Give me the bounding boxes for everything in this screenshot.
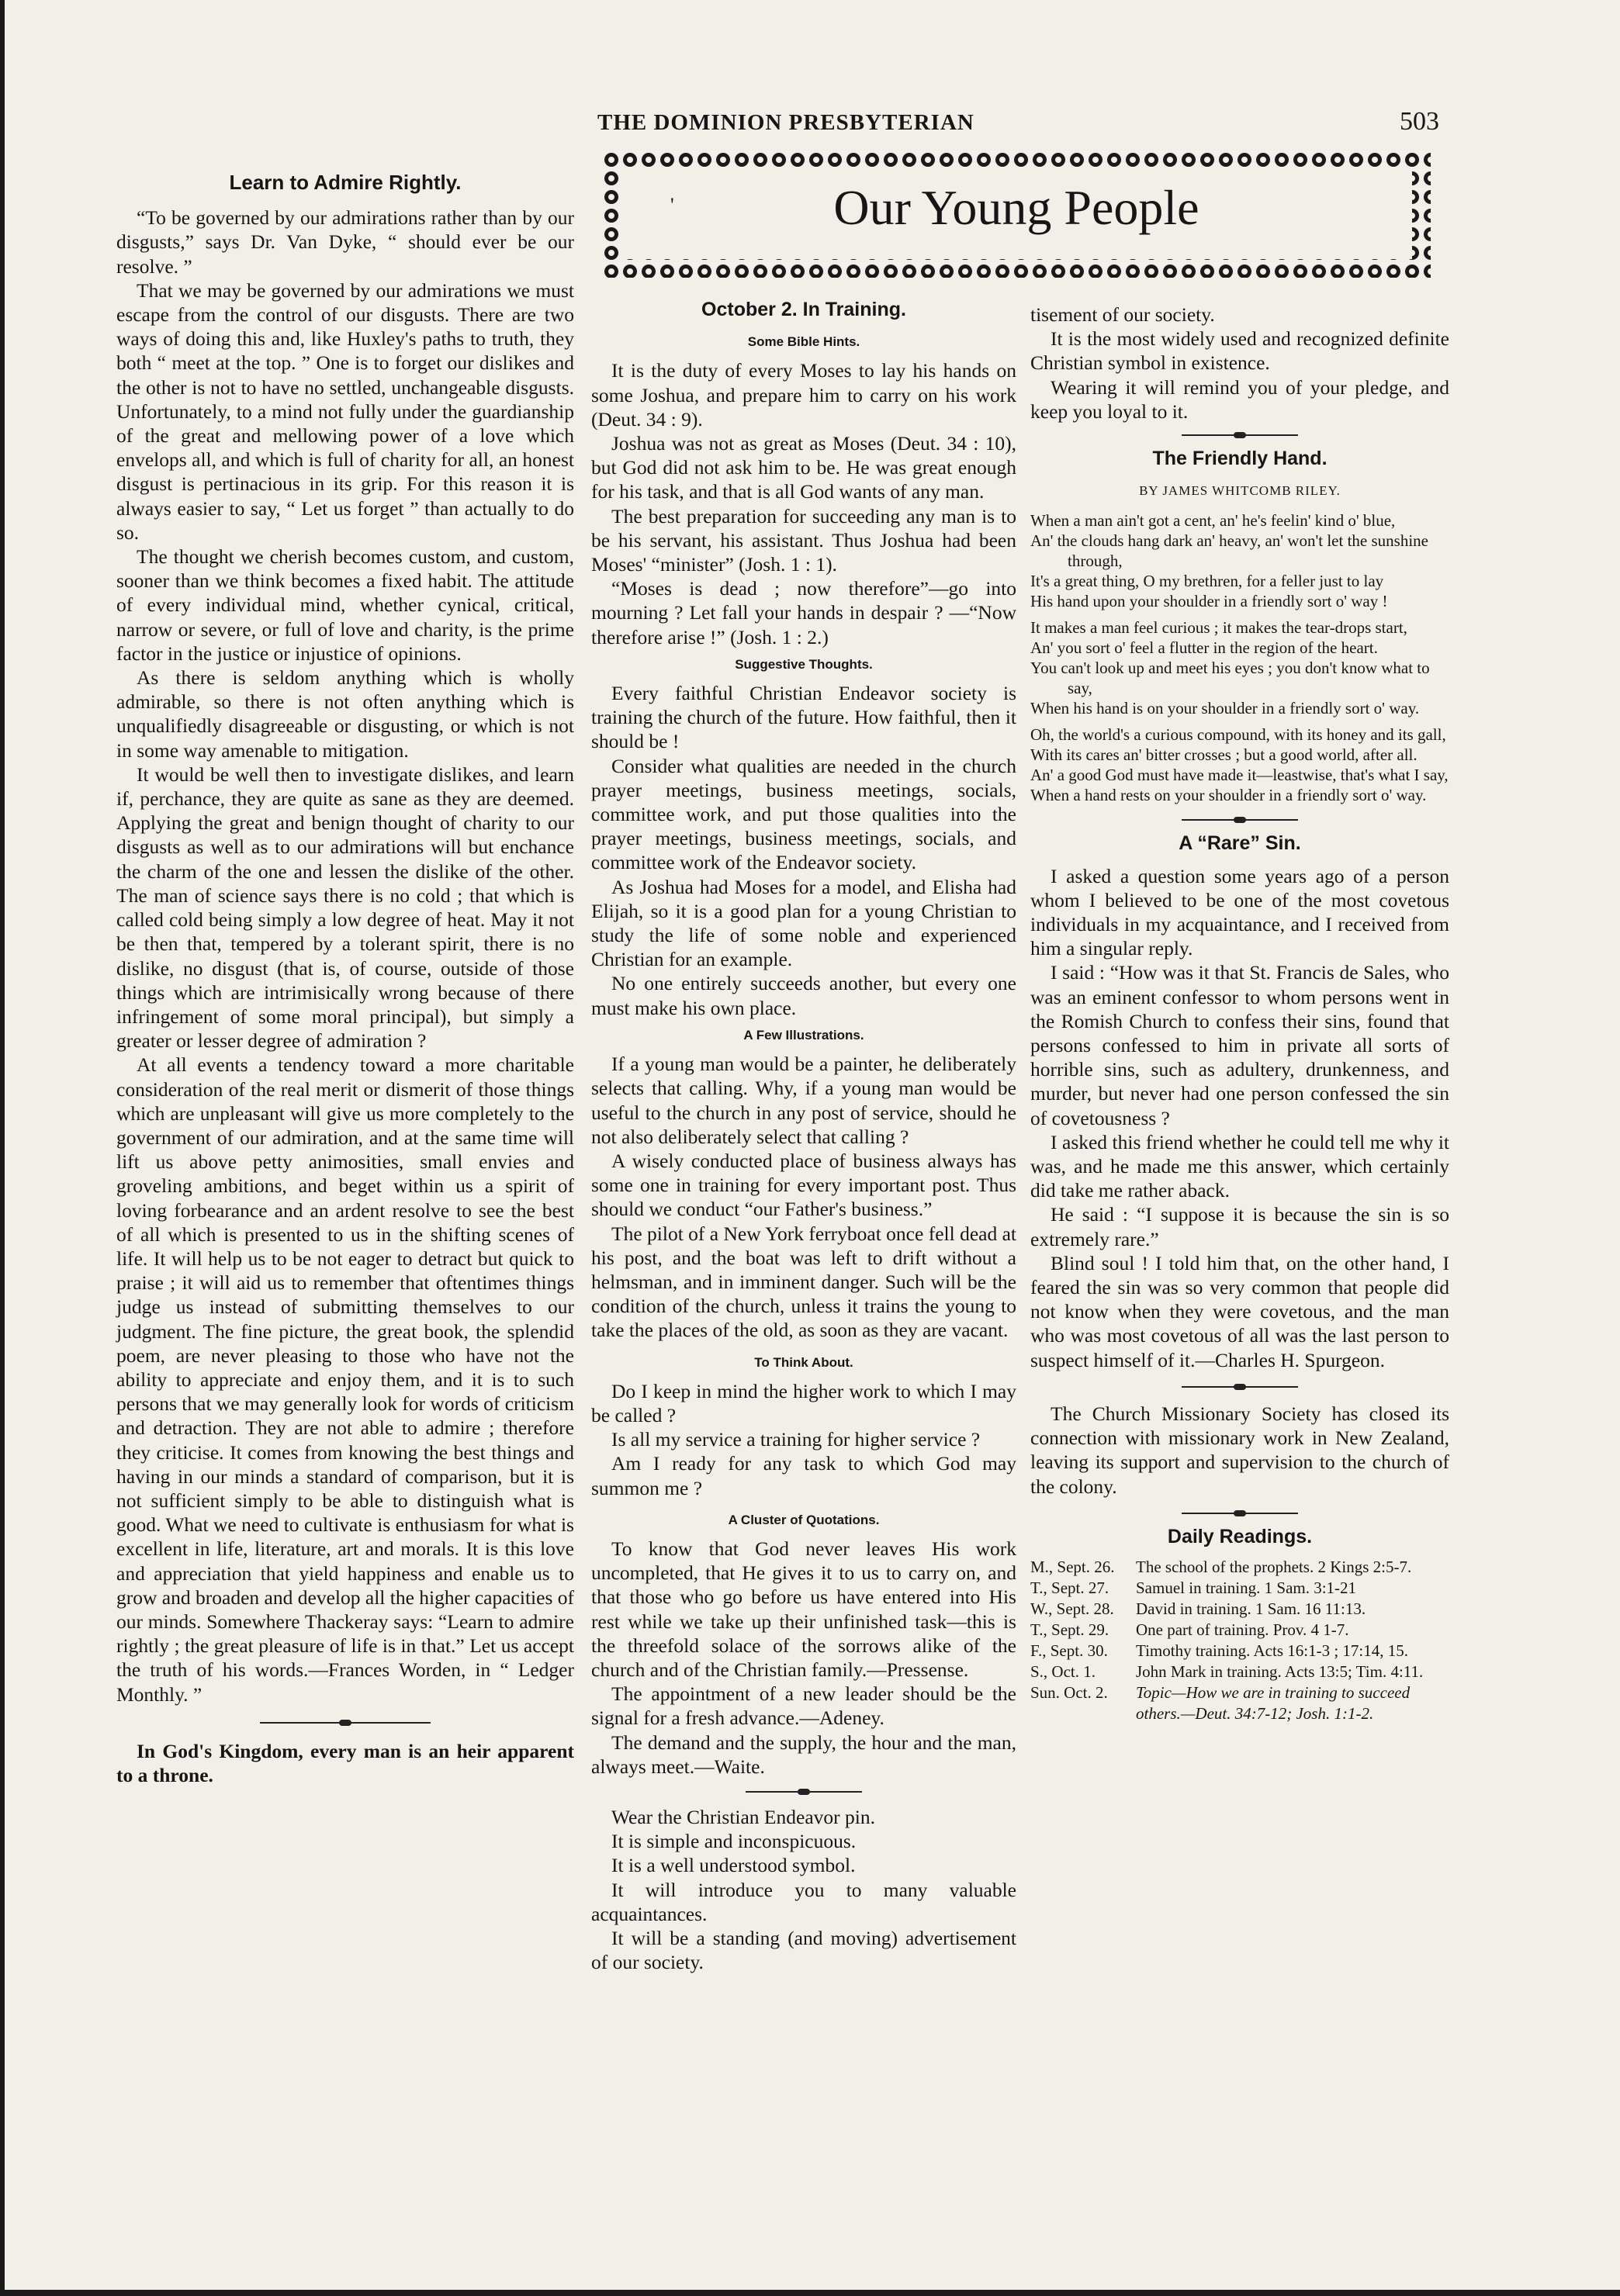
paragraph: Consider what qualities are needed in the church prayer meetings, business meetings, socials, committee work, and put those qualities into the prayer meetings, business meetings, socials, and committee work of the Endeavor society. bbox=[591, 754, 1016, 874]
reading-row bbox=[1030, 1682, 1449, 1724]
paragraph: Joshua was not as great as Moses (Deut. 34 : 10), but God did not ask him to be. He was great enough for his task, and that is all God wants of any man. bbox=[591, 432, 1016, 503]
reading-text: David in training. 1 Sam. 16 11:13. bbox=[1136, 1599, 1366, 1618]
reading-date: Sun. Oct. 2. bbox=[1030, 1682, 1108, 1702]
subheading-quotations: A Cluster of Quotations. bbox=[728, 1512, 880, 1527]
reading-text: Samuel in training. 1 Sam. 3:1-21 bbox=[1136, 1578, 1357, 1597]
poem-line: An' a good God must have made it—leastwise, that's what I say, bbox=[1030, 766, 1449, 785]
poem-line: It makes a man feel curious ; it makes the tear-drops start, bbox=[1030, 618, 1407, 638]
reading-row bbox=[1030, 1557, 1449, 1578]
paragraph: To know that God never leaves His work uncompleted, that He gives it to us to carry on, and that those who go before us have entered into His rest while we take up their unfinished task—this is the threefold solace of the sorrows alike of the church and of the Christian family.—Pressense. bbox=[591, 1537, 1016, 1681]
reading-text: The school of the prophets. 2 Kings 2:5-7. bbox=[1136, 1557, 1412, 1576]
subheading-think-about: To Think About. bbox=[754, 1354, 853, 1370]
reading-date: T., Sept. 27. bbox=[1030, 1578, 1109, 1597]
paragraph: It will introduce you to many valuable acquaintances. bbox=[591, 1878, 1016, 1925]
paragraph: As Joshua had Moses for a model, and Elisha had Elijah, so it is a good plan for a young Christian to study the life of some noble and experienced Christian for an example. bbox=[591, 875, 1016, 971]
paragraph: That we may be governed by our admirations we must escape from the control of our disgusts. There are two ways of doing this and, like Huxley's paths to truth, they both “ meet at the top. ” One is to forget our dislikes and the other is not to have no settled, unchangeable disgusts. Unfortunately, to a mind not fully under the guardianship of the great and mellowing power of a love which envelops all, and which is full of charity for all, an honest disgust is pertinacious in its grip. For this reason it is always easier to say, “ Let us forget ” than actually to do so. bbox=[116, 278, 574, 544]
poem-byline: BY JAMES WHITCOMB RILEY. bbox=[1139, 483, 1341, 499]
paragraph: At all events a tendency toward a more charitable consideration of the real merit or dismerit of those things which are unpleasant will give us more completely to the government of our admiration, and at the same time will lift us above petty animosities, small envies and groveling ambitions, and beget within us a spirit of loving forbearance and an ardent resolve to see the best of all which is presented to us in the shifting scenes of life. It will help us to be not eager to detract but quick to praise ; it will aid us to remember that oftentimes things judge us instead of submitting themselves to our judgment. The fine picture, the great book, the splendid poem, are never pleasing to those who have not the ability to appreciate and enjoy them, and it is to such persons that we may generally look for words of criticism and detraction. They are not able to admire ; therefore they criticise. It comes from knowing the best things and having in our minds a standard of comparison, but it is not sufficient simply to be able to distinguish what is good. What we need to cultivate is enthusiasm for what is excellent in life, literature, art and morals. It is this love and appreciation that yield happiness and enable us to grow and broaden and develop all the higher capacities of our minds. Somewhere Thackeray says: “Learn to admire rightly ; the great pleasure of life is in that.” Let us accept the truth of his words.—Frances Worden, in “ Ledger Monthly. ” bbox=[116, 1053, 574, 1706]
paragraph: No one entirely succeeds another, but every one must make his own place. bbox=[591, 972, 1016, 1019]
paragraph: tisement of our society. bbox=[1030, 303, 1215, 326]
page-edge-left bbox=[0, 0, 5, 2296]
divider bbox=[1182, 819, 1298, 821]
column-left bbox=[116, 168, 574, 1787]
divider bbox=[1182, 1386, 1298, 1388]
paragraph: As there is seldom anything which is wholly admirable, so there is not often anything which is unqualifiedly disagreeable or disgusting, or which is not in some way amenable to mitigation. bbox=[116, 666, 574, 762]
article-title-rare-sin: A “Rare” Sin. bbox=[1179, 832, 1301, 855]
reading-date: M., Sept. 26. bbox=[1030, 1557, 1115, 1576]
poem-line: An' you sort o' feel a flutter in the region of the heart. bbox=[1030, 638, 1378, 658]
section-banner bbox=[602, 150, 1431, 278]
paragraph: It is the most widely used and recognized definite Christian symbol in existence. bbox=[1030, 327, 1449, 375]
paragraph: It is simple and inconspicuous. bbox=[611, 1830, 857, 1853]
reading-text: Topic—How we are in training to succeed others.—Deut. 34:7-12; Josh. 1:1-2. bbox=[1136, 1682, 1411, 1723]
poem-title: The Friendly Hand. bbox=[1152, 448, 1328, 470]
subheading-suggestive-thoughts: Suggestive Thoughts. bbox=[735, 656, 873, 672]
divider bbox=[260, 1722, 431, 1724]
banner-mark: ' bbox=[670, 194, 674, 216]
article-title-admire: Learn to Admire Rightly. bbox=[229, 171, 462, 194]
reading-text: One part of training. Prov. 4 1-7. bbox=[1136, 1620, 1349, 1639]
paragraph: Every faithful Christian Endeavor society is training the church of the future. How faithful, then it should be ! bbox=[591, 682, 1016, 753]
divider bbox=[1182, 1513, 1298, 1514]
banner-title: Our Young People bbox=[833, 180, 1199, 235]
paragraph: It would be well then to investigate dislikes, and learn if, perchance, they are quite as sane as they are deemed. Applying the great and benign thought of charity to our disgusts as well as to our admirations will but enchance the charm of the one and lessen the dislike of the other. The man of science says there is no cold ; that which is called cold being simply a low degree of heat. May it not be then that, tempered by a tolerant spirit, there is no dislike, no disgust (that is, of course, outside of those things which are intrimisically wrong because of there infringement of some moral principal), but simply a greater or lesser degree of admiration ? bbox=[116, 762, 574, 1053]
paragraph: Is all my service a training for higher service ? bbox=[611, 1428, 981, 1451]
reading-row bbox=[1030, 1578, 1449, 1599]
daily-readings-list bbox=[1030, 1557, 1449, 1724]
paragraph: “To be governed by our admirations rather than by our disgusts,” says Dr. Van Dyke, “ should ever be our resolve. ” bbox=[116, 206, 574, 278]
paragraph: He said : “I suppose it is because the sin is so extremely rare.” bbox=[1030, 1203, 1449, 1250]
poem-line: An' the clouds hang dark an' heavy, an' won't let the sunshine through, bbox=[1030, 531, 1428, 571]
paragraph: I said : “How was it that St. Francis de Sales, who was an eminent confessor to whom persons went in the Romish Church to confess their sins, found that persons confessed to him in private all sorts of horrible sins, such as adultery, drunkenness, and murder, but never had one person confessed the sin of covetousness ? bbox=[1030, 961, 1449, 1129]
poem-line: It's a great thing, O my brethren, for a feller just to lay bbox=[1030, 572, 1384, 591]
reading-date: F., Sept. 30. bbox=[1030, 1641, 1108, 1660]
paragraph: Do I keep in mind the higher work to which I may be called ? bbox=[591, 1379, 1016, 1426]
poem-line: When a hand rests on your shoulder in a friendly sort o' way. bbox=[1030, 786, 1427, 805]
reading-row bbox=[1030, 1620, 1449, 1641]
paragraph: “Moses is dead ; now therefore”—go into mourning ? Let fall your hands in despair ? —“Now therefore arise !” (Josh. 1 : 2.) bbox=[591, 577, 1016, 648]
page-number: 503 bbox=[1400, 107, 1439, 136]
poem-verse bbox=[1030, 510, 1449, 805]
paragraph: The thought we cherish becomes custom, and custom, sooner than we think becomes a fixed habit. The attitude of every individual mind, whether cynical, critical, narrow or severe, or full of love and charity, is the prime factor in the justice or injustice of opinions. bbox=[116, 545, 574, 665]
paragraph: I asked a question some years ago of a person whom I believed to be one of the most covetous individuals in my acquaintance, and I received from him a singular reply. bbox=[1030, 864, 1449, 960]
daily-readings-title: Daily Readings. bbox=[1167, 1525, 1313, 1547]
divider bbox=[1182, 434, 1298, 436]
subheading-illustrations: A Few Illustrations. bbox=[743, 1027, 864, 1043]
column-middle bbox=[591, 295, 1016, 1974]
reading-row bbox=[1030, 1599, 1449, 1620]
paragraph: Wear the Christian Endeavor pin. bbox=[611, 1805, 875, 1828]
poem-line: When his hand is on your shoulder in a friendly sort o' way. bbox=[1030, 699, 1420, 718]
paragraph: Wearing it will remind you of your pledge, and keep you loyal to it. bbox=[1030, 375, 1449, 423]
divider bbox=[746, 1791, 862, 1793]
column-right bbox=[1030, 303, 1449, 1724]
paragraph: Blind soul ! I told him that, on the other hand, I feared the sin was so very common that people did not know when they were covetous, and the man who was most covetous of all was the last person to suspect himself of it.—Charles H. Spurgeon. bbox=[1030, 1251, 1449, 1371]
reading-date: S., Oct. 1. bbox=[1030, 1661, 1096, 1681]
paragraph: The demand and the supply, the hour and the man, always meet.—Waite. bbox=[591, 1731, 1016, 1778]
lesson-title: October 2. In Training. bbox=[701, 299, 906, 320]
paragraph: If a young man would be a painter, he deliberately selects that calling. Why, if a young man would be useful to the church in any post of service, should he not also deliberately select that calling ? bbox=[591, 1053, 1016, 1148]
reading-row bbox=[1030, 1641, 1449, 1661]
page-edge-bottom bbox=[0, 2290, 1620, 2296]
reading-date: W., Sept. 28. bbox=[1030, 1599, 1114, 1618]
paragraph: A wisely conducted place of business always has some one in training for every important post. Thus should we conduct “our Father's business.” bbox=[591, 1149, 1016, 1221]
poem-line: With its cares an' bitter crosses ; but a good world, after all. bbox=[1030, 745, 1418, 765]
poem-line: You can't look up and meet his eyes ; you don't know what to say, bbox=[1030, 659, 1430, 698]
reading-date: T., Sept. 29. bbox=[1030, 1620, 1109, 1639]
paragraph: It is a well understood symbol. bbox=[611, 1854, 856, 1877]
paragraph: The appointment of a new leader should be the signal for a fresh advance.—Adeney. bbox=[591, 1682, 1016, 1730]
masthead-title: THE DOMINION PRESBYTERIAN bbox=[597, 110, 974, 135]
subheading-bible-hints: Some Bible Hints. bbox=[747, 334, 860, 350]
poem-line: His hand upon your shoulder in a friendly sort o' way ! bbox=[1030, 592, 1388, 611]
paragraph: The pilot of a New York ferryboat once fell dead at his post, and the boat was left to drift without a helmsman, and in imminent danger. Such will be the condition of the church, unless it trains the young to take the places of the old, as soon as they are vacant. bbox=[591, 1222, 1016, 1342]
paragraph: The best preparation for succeeding any man is to be his servant, his assistant. Thus Joshua had been Moses' “minister” (Josh. 1 : 1). bbox=[591, 504, 1016, 576]
paragraph: It will be a standing (and moving) advertisement of our society. bbox=[591, 1927, 1016, 1974]
paragraph: I asked this friend whether he could tell me why it was, and he made me this answer, which certainly did take me rather aback. bbox=[1030, 1130, 1449, 1202]
paragraph: Am I ready for any task to which God may summon me ? bbox=[591, 1452, 1016, 1499]
closing-maxim: In God's Kingdom, every man is an heir apparent to a throne. bbox=[116, 1739, 574, 1786]
paragraph: It is the duty of every Moses to lay his hands on some Joshua, and prepare him to carry on his work (Deut. 34 : 9). bbox=[591, 359, 1016, 430]
paragraph: The Church Missionary Society has closed its connection with missionary work in New Zealand, leaving its support and supervision to the church of the colony. bbox=[1030, 1402, 1449, 1498]
poem-line: When a man ain't got a cent, an' he's feelin' kind o' blue, bbox=[1030, 511, 1396, 531]
reading-text: Timothy training. Acts 16:1-3 ; 17:14, 15. bbox=[1136, 1641, 1408, 1660]
reading-text: John Mark in training. Acts 13:5; Tim. 4:11. bbox=[1136, 1661, 1424, 1681]
poem-line: Oh, the world's a curious compound, with its honey and its gall, bbox=[1030, 725, 1446, 745]
reading-row bbox=[1030, 1661, 1449, 1682]
